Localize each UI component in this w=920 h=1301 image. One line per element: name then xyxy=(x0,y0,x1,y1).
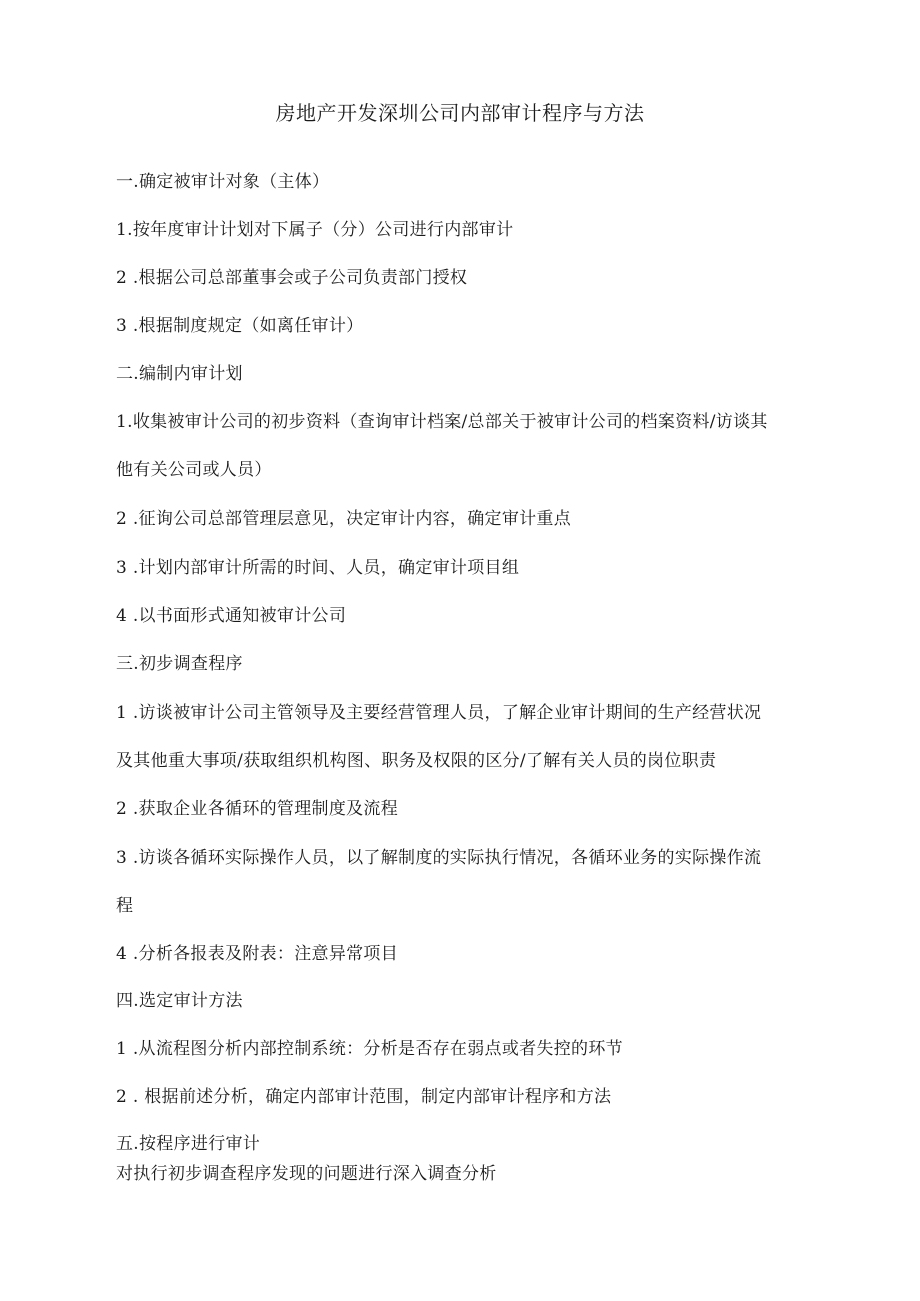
document-title: 房地产开发深圳公司内部审计程序与方法 xyxy=(275,101,645,125)
section-heading-4: 四.选定审计方法 xyxy=(116,991,243,1011)
section-heading-5: 五.按程序进行审计 xyxy=(116,1134,261,1154)
list-item: 2 .根据公司总部董事会或子公司负责部门授权 xyxy=(116,268,468,288)
list-item: 3 .根据制度规定（如离任审计） xyxy=(116,316,364,336)
list-item-continuation: 及其他重大事项/获取组织机构图、职务及权限的区分/了解有关人员的岗位职责 xyxy=(116,751,717,771)
paragraph: 对执行初步调查程序发现的问题进行深入调查分析 xyxy=(116,1164,497,1184)
list-item-continuation: 他有关公司或人员） xyxy=(116,460,272,480)
list-item: 3 .计划内部审计所需的时间、人员，确定审计项目组 xyxy=(116,558,520,578)
list-item: 4 .分析各报表及附表：注意异常项目 xyxy=(116,944,399,964)
list-item: 1.收集被审计公司的初步资料（查询审计档案/总部关于被审计公司的档案资料/访谈其 xyxy=(116,412,768,432)
list-item: 2 . 根据前述分析，确定内部审计范围，制定内部审计程序和方法 xyxy=(116,1087,612,1107)
section-heading-1: 一.确定被审计对象（主体） xyxy=(116,172,330,192)
list-item: 4 .以书面形式通知被审计公司 xyxy=(116,606,347,626)
list-item: 2 .获取企业各循环的管理制度及流程 xyxy=(116,799,399,819)
list-item: 1 .访谈被审计公司主管领导及主要经营管理人员，了解企业审计期间的生产经营状况 xyxy=(116,703,762,723)
list-item: 1 .从流程图分析内部控制系统：分析是否存在弱点或者失控的环节 xyxy=(116,1039,623,1059)
section-heading-2: 二.编制内审计划 xyxy=(116,364,243,384)
section-heading-3: 三.初步调查程序 xyxy=(116,654,243,674)
list-item: 2 .征询公司总部管理层意见，决定审计内容，确定审计重点 xyxy=(116,509,572,529)
list-item: 3 .访谈各循环实际操作人员，以了解制度的实际执行情况，各循环业务的实际操作流 xyxy=(116,848,762,868)
list-item-continuation: 程 xyxy=(116,896,134,916)
list-item: 1.按年度审计计划对下属子（分）公司进行内部审计 xyxy=(116,220,514,240)
